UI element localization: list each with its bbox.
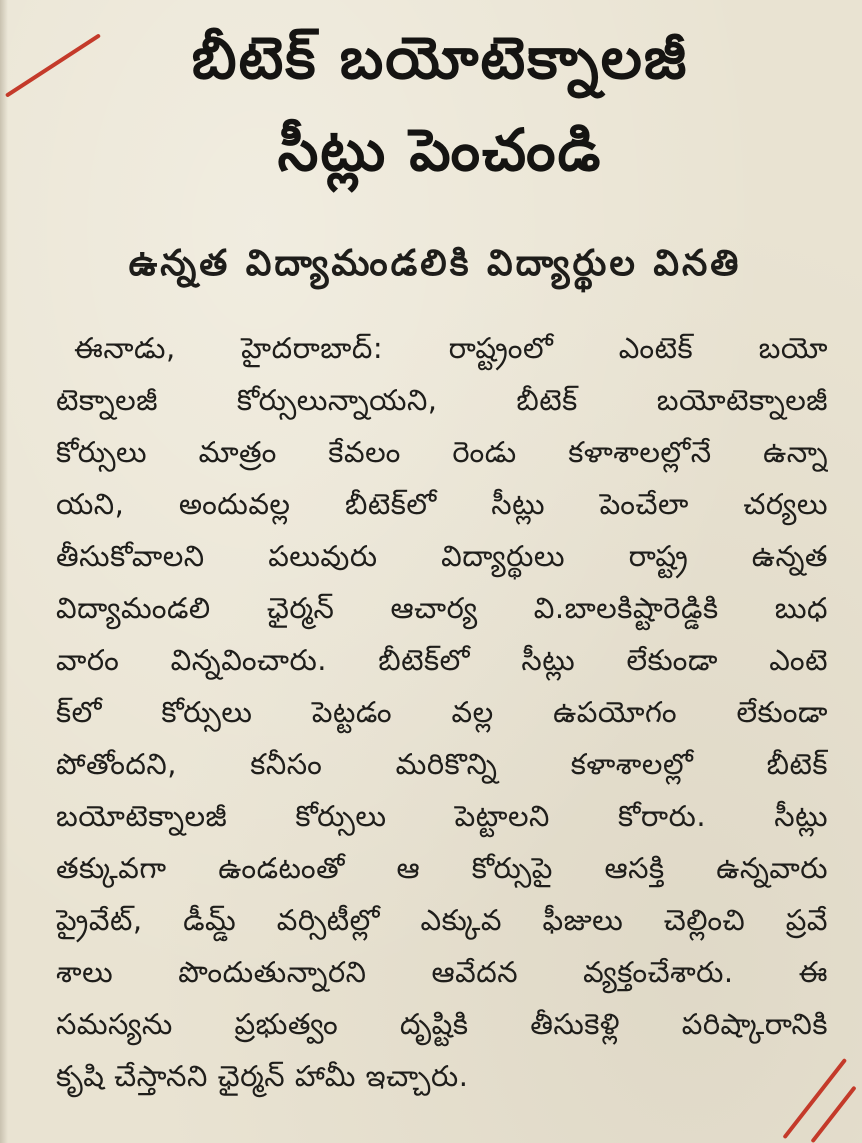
body-line: విద్యామండలి ఛైర్మన్ ఆచార్య వి.బాలకిష్టారెడ్డికి బుధ [56,591,828,625]
body-line: యని, అందువల్ల బీటెక్‌లో సీట్లు పెంచేలా చర్యలు [56,487,828,521]
subheadline: ఉన్నత విద్యామండలికి విద్యార్థుల వినతి [128,243,742,284]
body-line: పోతోందని, కనీసం మరికొన్ని కళాశాలల్లో బీటెక్ [56,747,828,781]
headline-line-1: బీటెక్ బయోటెక్నాలజీ [191,24,689,92]
body-line: కృషి చేస్తానని ఛైర్మన్ హామీ ఇచ్చారు. [56,1059,469,1093]
body-line: తక్కువగా ఉండటంతో ఆ కోర్సుపై ఆసక్తి ఉన్నవారు [56,851,828,885]
headline-line-2: సీట్లు పెంచండి [277,116,603,184]
clipping-edge-shadow [0,0,8,1143]
body-line: కోర్సులు మాత్రం కేవలం రెండు కళాశాలల్లోనే ఉన్నా [56,435,828,469]
body-line: తీసుకోవాలని పలువురు విద్యార్థులు రాష్ట్ర ఉన్నత [56,539,828,573]
body-line: బయోటెక్నాలజీ కోర్సులు పెట్టాలని కోరారు. సీట్లు [56,799,828,833]
body-line: ఈనాడు, హైదరాబాద్: రాష్ట్రంలో ఎంటెక్ బయో [74,331,828,365]
article-body [56,322,828,1102]
body-line: శాలు పొందుతున్నారని ఆవేదన వ్యక్తంచేశారు. ఈ [56,955,828,989]
body-line: సమస్యను ప్రభుత్వం దృష్టికి తీసుకెళ్లి పరిష్కారానికి [56,1007,828,1041]
body-line: ప్రైవేట్, డీమ్డ్ వర్సిటీల్లో ఎక్కువ ఫీజులు చెల్లించి ప్రవే [56,903,828,937]
body-line: క్‌లో కోర్సులు పెట్టడం వల్ల ఉపయోగం లేకుండా [56,695,828,729]
body-line: టెక్నాలజీ కోర్సులున్నాయని, బీటెక్ బయోటెక్నాలజీ [56,383,828,417]
body-line: వారం విన్నవించారు. బీటెక్‌లో సీట్లు లేకుండా ఎంటె [56,643,828,677]
